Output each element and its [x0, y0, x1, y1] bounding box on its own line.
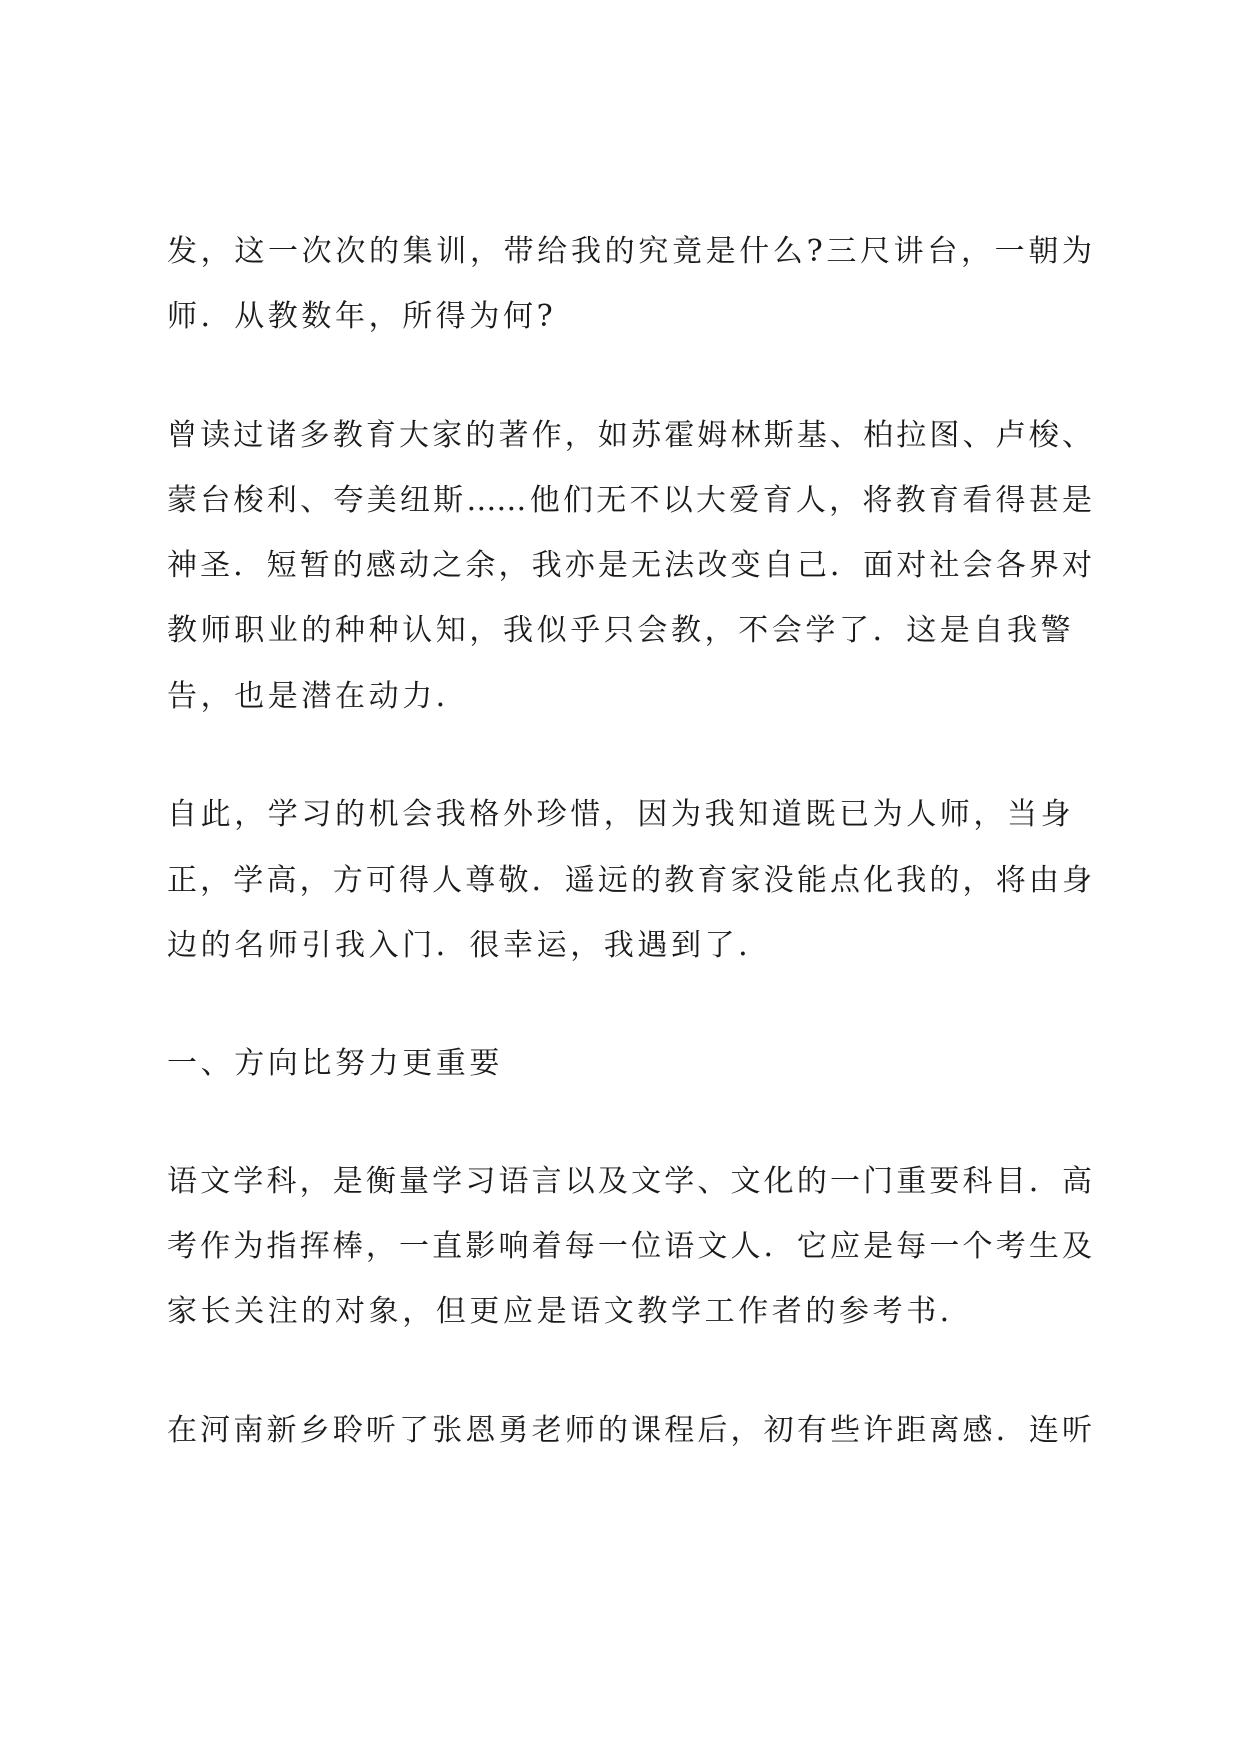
text-line: 蒙台梭利、夸美纽斯……他们无不以大爱育人，将教育看得甚是 [167, 483, 1092, 518]
text-line: 师．从教数年，所得为何? [167, 299, 557, 334]
text-line: 发，这一次次的集训，带给我的究竟是什么?三尺讲台，一朝为 [167, 234, 1092, 269]
text-line: 教师职业的种种认知，我似乎只会教，不会学了．这是自我警 [167, 613, 1075, 648]
text-line: 语文学科，是衡量学习语言以及文学、文化的一门重要科目．高 [167, 1164, 1092, 1199]
text-line: 边的名师引我入门．很幸运，我遇到了． [167, 928, 772, 963]
text-line: 考作为指挥棒，一直影响着每一位语文人．它应是每一个考生及 [167, 1229, 1092, 1264]
text-line: 神圣．短暂的感动之余，我亦是无法改变自己．面对社会各界对 [167, 548, 1092, 583]
text-line: 曾读过诸多教育大家的著作，如苏霍姆林斯基、柏拉图、卢梭、 [167, 418, 1092, 453]
section-heading: 一、方向比努力更重要 [167, 1046, 503, 1081]
text-line: 家长关注的对象，但更应是语文教学工作者的参考书． [167, 1294, 974, 1329]
text-line: 自此，学习的机会我格外珍惜，因为我知道既已为人师，当身 [167, 797, 1075, 832]
text-line: 正，学高，方可得人尊敬．遥远的教育家没能点化我的，将由身 [167, 863, 1092, 898]
text-line: 告，也是潜在动力． [167, 679, 470, 714]
text-line: 在河南新乡聆听了张恩勇老师的课程后，初有些许距离感．连听 [167, 1413, 1092, 1448]
